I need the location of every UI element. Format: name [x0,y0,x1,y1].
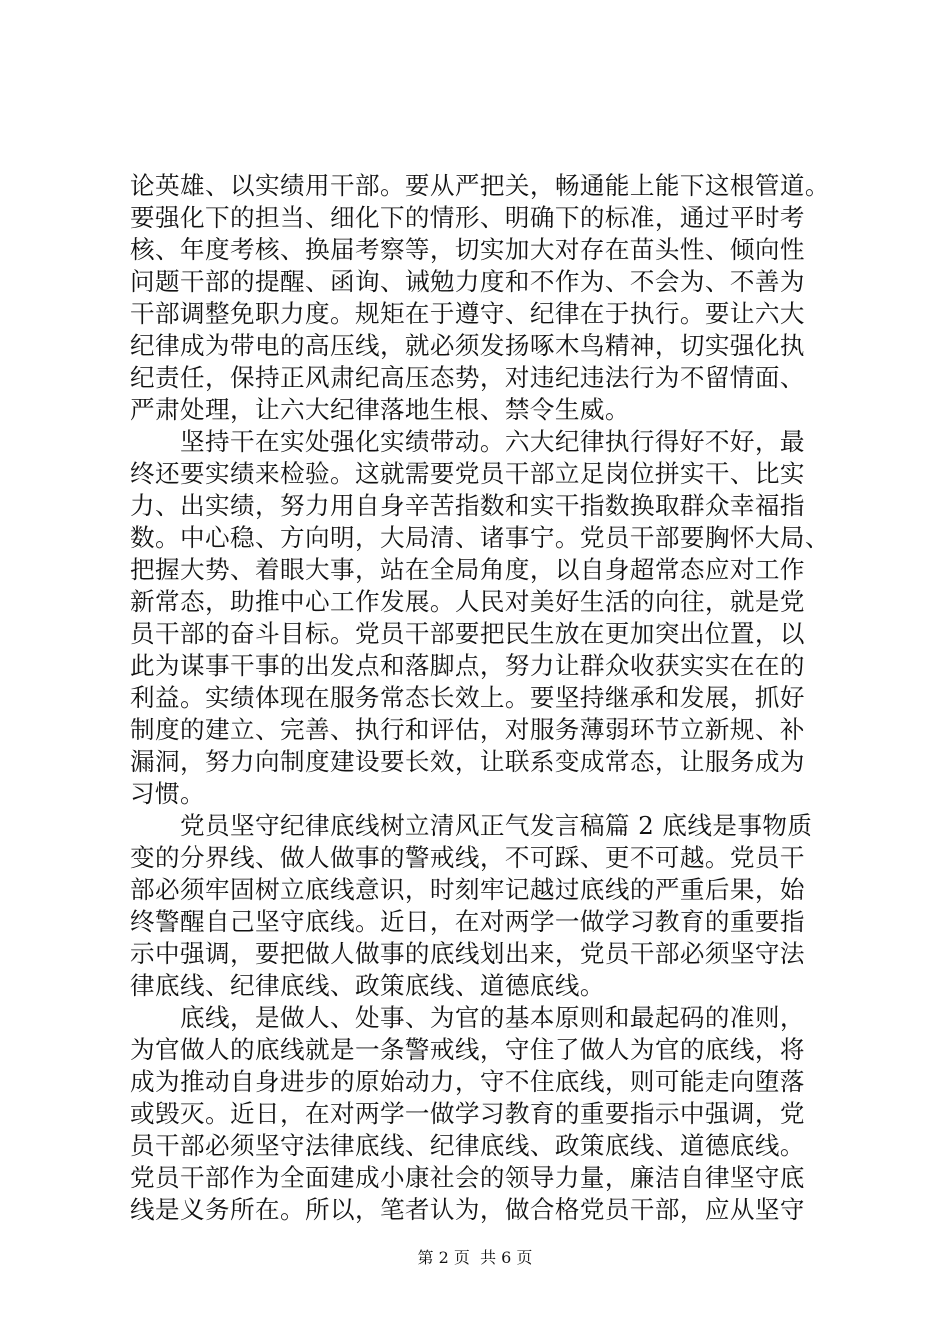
text-line: 漏洞，努力向制度建设要长效，让联系变成常态，让服务成为 [130,747,805,776]
text-line: 成为推动自身进步的原始动力，守不住底线，则可能走向堕落 [130,1067,805,1096]
text-line: 习惯。 [130,779,205,808]
text-line: 线是义务所在。所以，笔者认为，做合格党员干部，应从坚守 [130,1195,805,1224]
text-line: 纪律成为带电的高压线，就必须发扬啄木鸟精神，切实强化执 [130,331,805,360]
text-line: 部必须牢固树立底线意识，时刻牢记越过底线的严重后果，始 [130,875,805,904]
document-body [130,170,830,1226]
text-line: 或毁灭。近日，在对两学一做学习教育的重要指示中强调，党 [130,1099,805,1128]
text-line: 律底线、纪律底线、政策底线、道德底线。 [130,971,605,1000]
text-line: 示中强调，要把做人做事的底线划出来，党员干部必须坚守法 [130,939,805,968]
text-line: 把握大势、着眼大事，站在全局角度，以自身超常态应对工作 [130,555,805,584]
text-line: 问题干部的提醒、函询、诫勉力度和不作为、不会为、不善为 [130,267,805,296]
text-line: 核、年度考核、换届考察等，切实加大对存在苗头性、倾向性 [130,235,805,264]
text-line: 为官做人的底线就是一条警戒线，守住了做人为官的底线，将 [130,1035,805,1064]
text-line: 员干部必须坚守法律底线、纪律底线、政策底线、道德底线。 [130,1131,805,1160]
text-line: 利益。实绩体现在服务常态长效上。要坚持继承和发展，抓好 [130,683,805,712]
text-line: 员干部的奋斗目标。党员干部要把民生放在更加突出位置，以 [130,619,805,648]
text-line: 力、出实绩，努力用自身辛苦指数和实干指数换取群众幸福指 [130,491,805,520]
text-line: 坚持干在实处强化实绩带动。六大纪律执行得好不好，最 [130,427,805,456]
page-footer [0,1248,950,1268]
text-line: 此为谋事干事的出发点和落脚点，努力让群众收获实实在在的 [130,651,805,680]
text-line: 变的分界线、做人做事的警戒线，不可踩、更不可越。党员干 [130,843,805,872]
text-line: 新常态，助推中心工作发展。人民对美好生活的向往，就是党 [130,587,805,616]
text-line: 终警醒自己坚守底线。近日，在对两学一做学习教育的重要指 [130,907,805,936]
page-number: 第 2 页 共 6 页 [417,1248,533,1267]
text-line: 党员坚守纪律底线树立清风正气发言稿篇 2 底线是事物质 [130,811,813,840]
text-line: 纪责任，保持正风肃纪高压态势，对违纪违法行为不留情面、 [130,363,805,392]
text-line: 论英雄、以实绩用干部。要从严把关，畅通能上能下这根管道。 [130,171,830,200]
text-line: 数。中心稳、方向明，大局清、诸事宁。党员干部要胸怀大局、 [130,523,830,552]
text-line: 党员干部作为全面建成小康社会的领导力量，廉洁自律坚守底 [130,1163,805,1192]
text-line: 制度的建立、完善、执行和评估，对服务薄弱环节立新规、补 [130,715,805,744]
text-line: 严肃处理，让六大纪律落地生根、禁令生威。 [130,395,630,424]
text-line: 要强化下的担当、细化下的情形、明确下的标准，通过平时考 [130,203,805,232]
text-line: 底线，是做人、处事、为官的基本原则和最起码的准则， [130,1003,805,1032]
text-line: 干部调整免职力度。规矩在于遵守、纪律在于执行。要让六大 [130,299,805,328]
text-line: 终还要实绩来检验。这就需要党员干部立足岗位拼实干、比实 [130,459,805,488]
